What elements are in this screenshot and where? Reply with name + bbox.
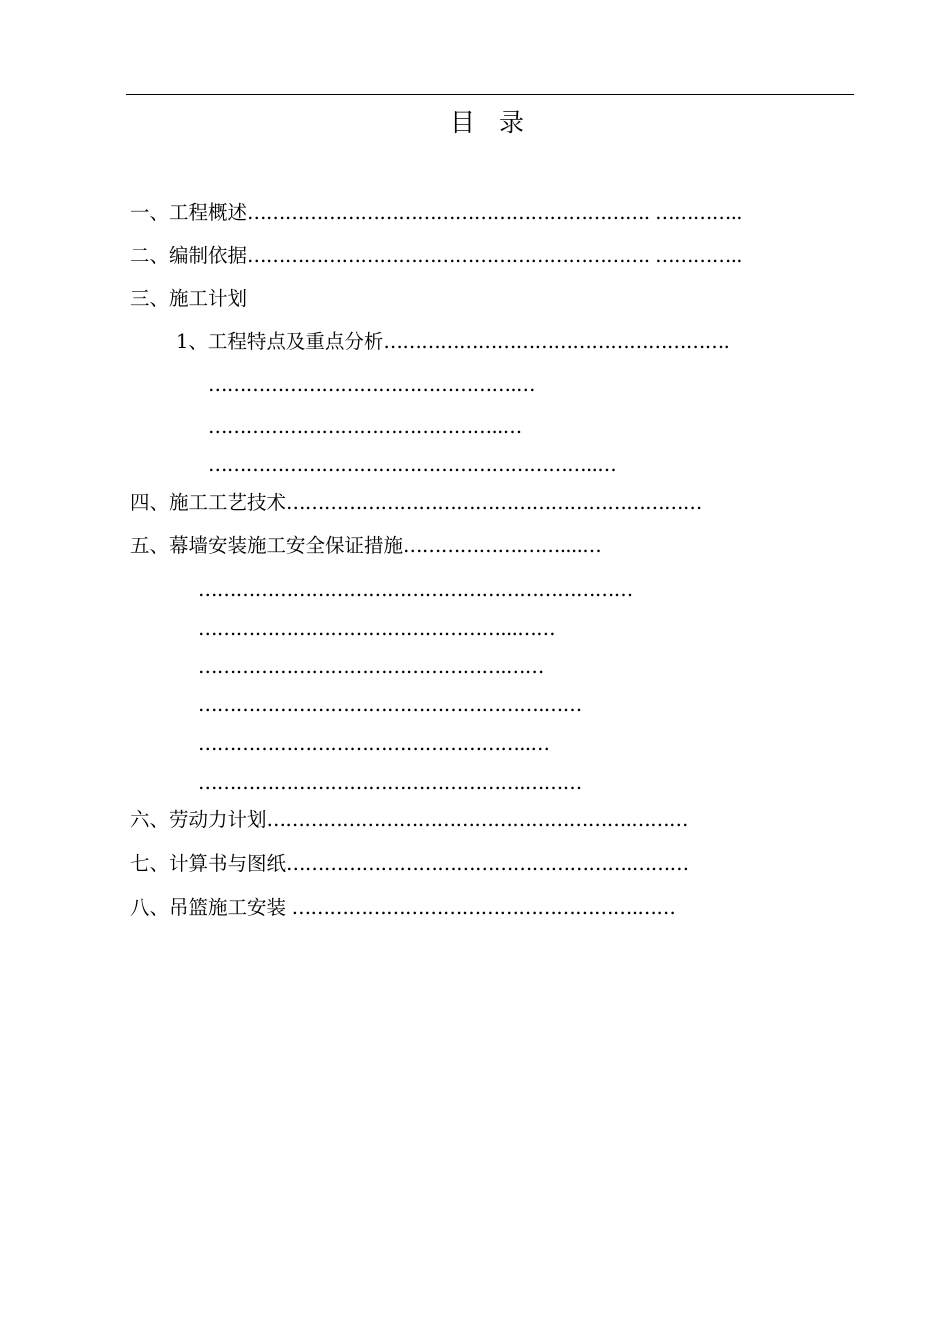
toc-entry[interactable]: [130, 851, 689, 877]
toc-entry[interactable]: [130, 490, 702, 516]
toc-entry-leader: …………………………………………………………: [286, 491, 702, 514]
toc-entry-leader: ………………………………………….…: [208, 373, 535, 396]
toc-entry-label: 三、施工计划: [130, 287, 248, 310]
toc-entry-leader: ……………………………………………………..…: [208, 453, 617, 476]
toc-title: 目 录: [450, 108, 532, 137]
toc-leader-line[interactable]: [198, 731, 549, 757]
header-rule: [126, 94, 854, 95]
toc-entry-leader: ………………………………………………………. …………..: [247, 244, 742, 267]
toc-entry-label: 七、计算书与图纸: [130, 852, 287, 875]
toc-entry-leader: ……………………………………………….……: [286, 896, 676, 919]
toc-entry-leader: ………………………………………….……: [198, 655, 544, 678]
toc-entry-label: 五、幕墙安装施工安全保证措施: [130, 534, 404, 557]
toc-leader-line[interactable]: [208, 452, 616, 478]
toc-leader-line[interactable]: [198, 654, 544, 680]
toc-entry-label: 1、工程特点及重点分析: [176, 330, 384, 353]
toc-entry[interactable]: [130, 533, 601, 559]
toc-entry-leader: ……………….……....…: [403, 534, 602, 557]
toc-entry-leader: ……………………………………………..…: [198, 732, 550, 755]
toc-entry-label: 二、编制依据: [130, 244, 248, 267]
toc-entry[interactable]: [130, 243, 742, 269]
toc-leader-line[interactable]: [198, 577, 633, 603]
toc-entry[interactable]: [130, 807, 688, 833]
toc-entry-leader: ………………………………………………………. …………..: [247, 201, 742, 224]
toc-entry[interactable]: [130, 286, 247, 312]
toc-leader-line[interactable]: [208, 372, 535, 398]
toc-entry-leader: ……………………………………………….……: [198, 693, 582, 716]
toc-entry-label: 六、劳动力计划: [130, 808, 267, 831]
toc-leader-line[interactable]: [198, 692, 582, 718]
toc-entry-label: 四、施工工艺技术: [130, 491, 287, 514]
toc-entry[interactable]: [130, 895, 675, 921]
toc-entry-leader: ……………………………………………………………: [198, 578, 633, 601]
toc-entry-leader: …………………………………………...……: [198, 617, 555, 640]
toc-entry-leader: …………………………………………….………: [198, 771, 582, 794]
toc-leader-line[interactable]: [198, 616, 555, 642]
toc-entry-label: 八、吊篮施工安装: [130, 896, 287, 919]
toc-entry-leader: ……………………………………………….………: [286, 852, 689, 875]
toc-entry-leader: ……………………………………………….: [383, 330, 730, 353]
toc-entry-label: 一、工程概述: [130, 201, 248, 224]
toc-subentry[interactable]: [176, 329, 729, 355]
toc-leader-line[interactable]: [198, 770, 582, 796]
toc-entry-leader: ………………………………………..…: [208, 415, 522, 438]
toc-entry-leader: ………………………………………………….………: [266, 808, 688, 831]
toc-leader-line[interactable]: [208, 414, 522, 440]
toc-entry[interactable]: [130, 200, 742, 226]
